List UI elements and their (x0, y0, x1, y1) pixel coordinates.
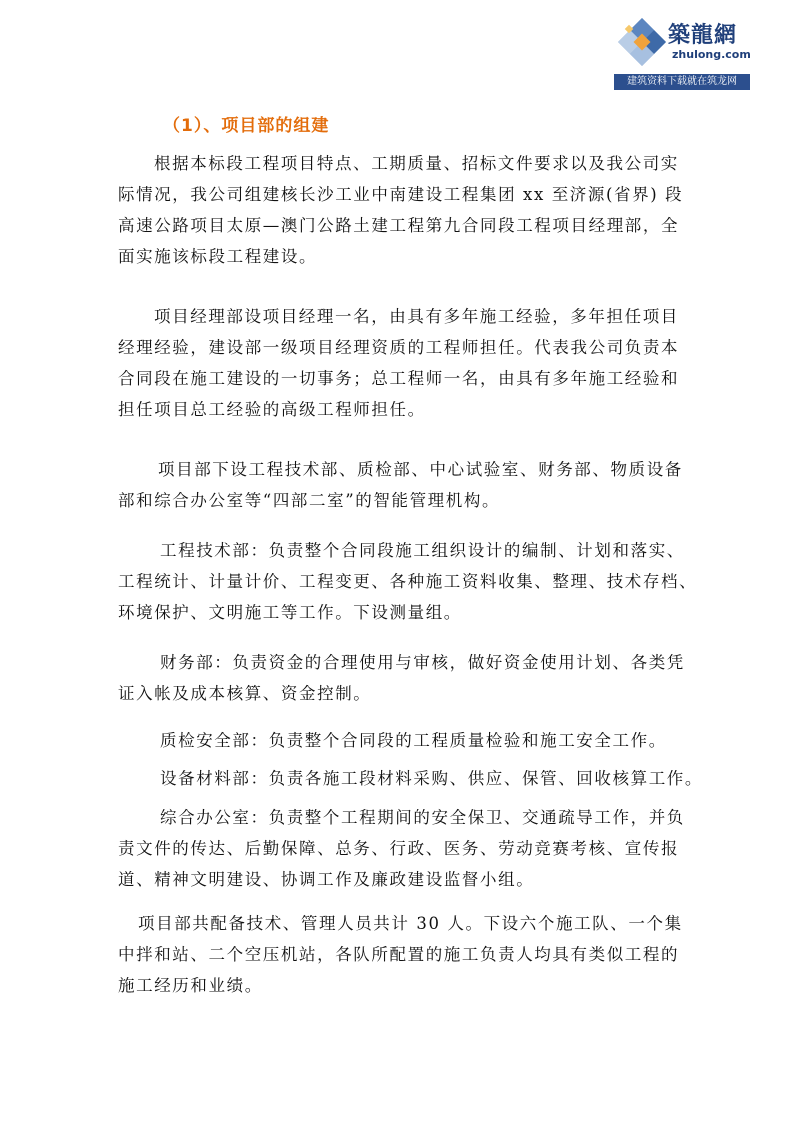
paragraph-line: 道、精神文明建设、协调工作及廉政建设监督小组。 (118, 870, 535, 889)
paragraph-1 (118, 148, 698, 272)
paragraph-line: 财务部：负责资金的合理使用与审核，做好资金使用计划、各类凭 (160, 653, 685, 672)
logo-english-name: zhulong.com (672, 48, 751, 61)
paragraph-line: 项目经理部设项目经理一名，由具有多年施工经验，多年担任项目 (154, 307, 679, 326)
paragraph-line: 责文件的传达、后勤保障、总务、行政、医务、劳动竞赛考核、宣传报 (118, 839, 680, 858)
paragraph-line: 综合办公室：负责整个工程期间的安全保卫、交通疏导工作，并负 (160, 808, 685, 827)
paragraph-line: 部和综合办公室等“四部二室”的智能管理机构。 (118, 491, 501, 510)
paragraph-8 (118, 802, 698, 895)
paragraph-line: 施工经历和业绩。 (118, 976, 263, 995)
zhulong-logo-mark-icon (614, 14, 670, 70)
paragraph-6 (118, 725, 698, 756)
paragraph-line: 合同段在施工建设的一切事务；总工程师一名，由具有多年施工经验和 (118, 369, 680, 388)
section-heading: （1）、项目部的组建 (163, 116, 330, 136)
paragraph-line: 工程技术部：负责整个合同段施工组织设计的编制、计划和落实、 (160, 541, 685, 560)
paragraph-line: 项目部共配备技术、管理人员共计 30 人。下设六个施工队、一个集 (138, 914, 683, 933)
paragraph-9 (118, 908, 698, 1001)
paragraph-3 (118, 454, 698, 516)
paragraph-line: 证入帐及成本核算、资金控制。 (118, 684, 372, 703)
paragraph-line: 环境保护、文明施工等工作。下设测量组。 (118, 603, 462, 622)
paragraph-line: 工程统计、计量计价、工程变更、各种施工资料收集、整理、技术存档、 (118, 572, 698, 591)
paragraph-line: 际情况，我公司组建核长沙工业中南建设工程集团 xx 至济源(省界) 段 (118, 185, 684, 204)
paragraph-5 (118, 647, 698, 709)
paragraph-line: 项目部下设工程技术部、质检部、中心试验室、财务部、物质设备 (158, 460, 683, 479)
paragraph-line: 担任项目总工经验的高级工程师担任。 (118, 400, 426, 419)
paragraph-line: 中拌和站、二个空压机站，各队所配置的施工负责人均具有类似工程的 (118, 945, 680, 964)
paragraph-line: 面实施该标段工程建设。 (118, 247, 318, 266)
logo-slogan: 建筑资料下载就在筑龙网 (614, 74, 750, 90)
paragraph-line: 根据本标段工程项目特点、工期质量、招标文件要求以及我公司实 (154, 154, 679, 173)
paragraph-4 (118, 535, 698, 628)
paragraph-line: 设备材料部：负责各施工段材料采购、供应、保管、回收核算工作。 (160, 769, 703, 788)
paragraph-2 (118, 301, 698, 425)
paragraph-line: 经理经验，建设部一级项目经理资质的工程师担任。代表我公司负责本 (118, 338, 680, 357)
logo-chinese-name: 築龍網 (668, 22, 738, 48)
zhulong-logo (612, 12, 752, 87)
paragraph-7 (118, 763, 703, 794)
paragraph-line: 质检安全部：负责整个合同段的工程质量检验和施工安全工作。 (160, 731, 667, 750)
paragraph-line: 高速公路项目太原—澳门公路土建工程第九合同段工程项目经理部，全 (118, 216, 680, 235)
